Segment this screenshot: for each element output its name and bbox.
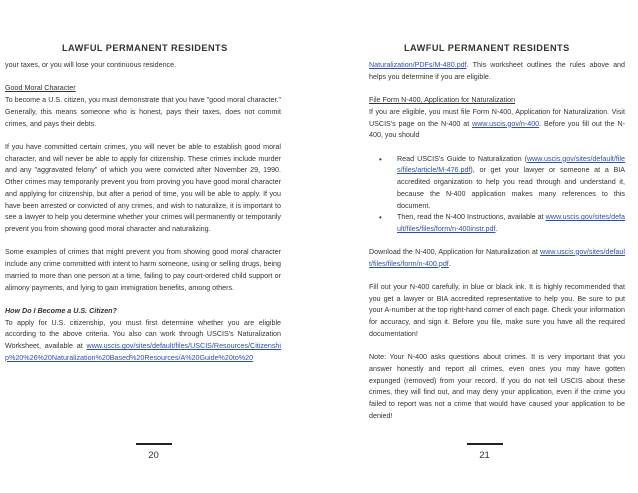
paragraph	[369, 247, 625, 271]
page-header: LAWFUL PERMANENT RESIDENTS	[62, 43, 228, 53]
section-heading: How Do I Become a U.S. Citizen?	[5, 306, 117, 315]
paragraph-text: .	[448, 259, 451, 268]
footer-rule	[467, 443, 503, 445]
footer-rule	[136, 443, 172, 445]
bullet-icon: •	[379, 154, 382, 164]
section-heading: Good Moral Character	[5, 84, 76, 93]
bullet-icon: •	[379, 213, 382, 223]
paragraph-text: . Before you fill out the N-400, you should	[369, 119, 625, 140]
list-item	[369, 154, 625, 213]
list-item	[369, 212, 625, 236]
list-item-text: .	[495, 225, 498, 233]
paragraph-text: If you are eligible, you must file Form N-400, Application for Naturalization. Visit USCIS's page on the N-400 at	[369, 107, 625, 128]
paragraph	[5, 306, 281, 365]
n400-page-link[interactable]: www.uscis.gov/n-400	[472, 119, 540, 128]
section-heading: File Form N-400, Application for Naturalization	[369, 96, 516, 104]
paragraph-text: To apply for U.S. citizenship, you must first determine whether you are eligible according to the above criteria. You also can work through USCIS's Naturalization Worksheet, available at	[5, 318, 281, 350]
paragraph	[5, 83, 281, 130]
page-content	[369, 60, 625, 434]
paragraph-text: . This worksheet outlines the rules above and helps you determine if you are eligible.	[369, 61, 625, 81]
paragraph: Fill out your N-400 carefully, in blue or black ink. It is highly recommended that you get a lawyer or BIA accredited representative to help you. Be sure to put your A-number at the top right-hand corner of each page. Check your information for accuracy, and sign it. Before you file, make sure you have all the required documentation!	[369, 282, 625, 338]
guide-link[interactable]: www.uscis.gov/sites/default/files/files/article/M-476.pdf	[397, 154, 625, 175]
worksheet-link[interactable]: Naturalization/PDFs/M-480.pdf	[369, 61, 467, 69]
right-page	[319, 0, 638, 493]
page-footer	[0, 443, 313, 461]
paragraph: Some examples of crimes that might prevent you from showing good moral character include any crime committed with intent to harm someone, using or selling drugs, being married to more than one person at a time, failing to pay court-ordered child support or alimony payments, and lying to gain immigration benefits, among others.	[5, 248, 281, 292]
paragraph-text: To become a U.S. citizen, you must demonstrate that you have "good moral character." Generally, this means someone who is honest, pays their taxes, does not commit crimes, and pays their debts.	[5, 96, 281, 128]
list-item-text: Read USCIS's Guide to Naturalization (	[397, 154, 527, 163]
paragraph: If you have committed certain crimes, you will never be able to establish good moral character, and will never be able to apply for citizenship. These crimes include murder and any "aggravated felony" of which you were convicted after November 29, 1990. Other crimes may temporarily prevent you from proving you have good moral character and applying for citizenship, but after a period of time, you will be able to apply. If you have been arrested or convicted of any crimes, and wish to naturalize, it is important to see a lawyer to help you determine whether your crimes will permanently or temporarily prevent you from showing good moral character and naturalizing.	[5, 142, 281, 233]
paragraph: your taxes, or you will lose your continuous residence.	[5, 61, 177, 69]
worksheet-link[interactable]: www.uscis.gov/sites/default/files/USCIS/Resources/Citizenship%20%26%20Naturalization%20Based%20Resources/A%20Guide%20to%20	[5, 342, 281, 362]
n400-download-link[interactable]: www.uscis.gov/sites/default/files/files/form/n-400.pdf	[369, 247, 625, 268]
paragraph-text: Download the N-400, Application for Naturalization at	[369, 247, 541, 256]
page-content	[5, 60, 281, 365]
list-item-text: Then, read the N-400 Instructions, available at	[397, 213, 546, 222]
page-number: 20	[148, 450, 159, 461]
page-number: 21	[479, 450, 490, 461]
list-item-text: ), or get your lawyer or someone at a BIA accredited organization to help you read through and understand it, because the N-400 application makes many references to this document.	[397, 166, 625, 210]
bullet-list	[369, 154, 625, 236]
instructions-link[interactable]: www.uscis.gov/sites/default/files/files/form/n-400instr.pdf	[397, 213, 625, 233]
paragraph: Note: Your N-400 asks questions about crimes. It is very important that you answer honestly and report all crimes, even ones you may have gotten expunged (removed) from your record. If you do not tell USCIS about these crimes, they will find out, and may deny your application, even if the crime you failed to report was not a crime that would have caused your application to be denied!	[369, 353, 625, 420]
paragraph	[369, 60, 625, 84]
page-header: LAWFUL PERMANENT RESIDENTS	[404, 43, 570, 53]
paragraph	[369, 95, 625, 142]
page-footer	[325, 443, 638, 461]
